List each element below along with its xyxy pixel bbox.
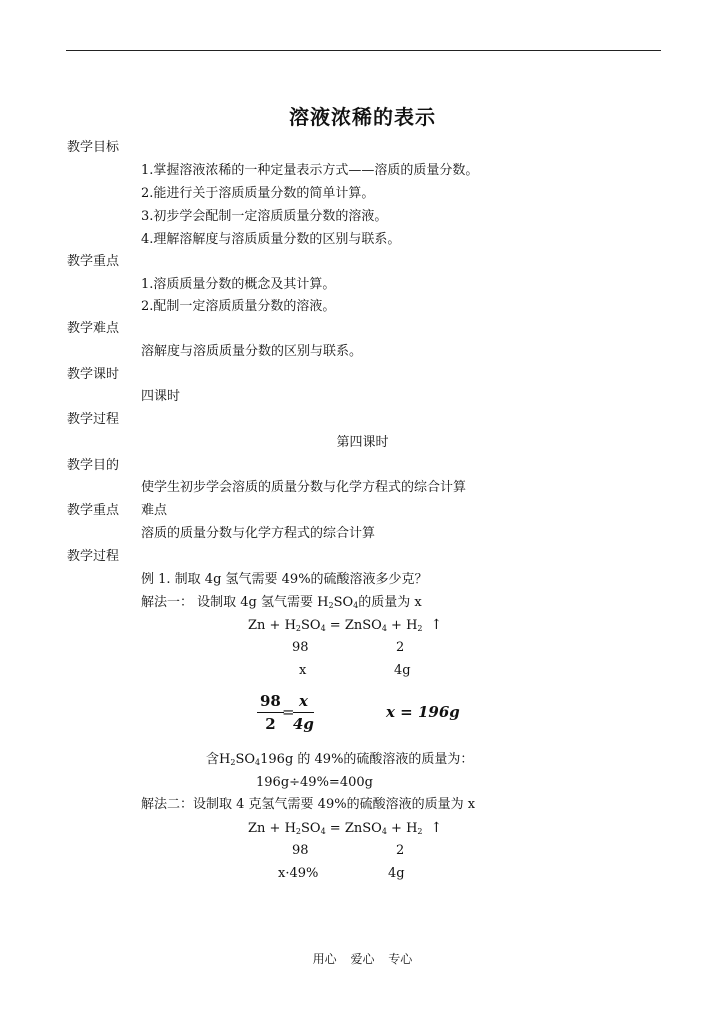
- ratio-row-2a: x: [299, 663, 307, 678]
- key-point-item-2: 2.配制一定溶质质量分数的溶液。: [141, 299, 336, 314]
- eq-sub: 4: [381, 624, 387, 633]
- gas-arrow-icon: ↑: [430, 820, 443, 836]
- ratio-row-3a: 98: [292, 843, 309, 858]
- contains-line: [206, 751, 473, 769]
- key-point-item-1: 1.溶质质量分数的概念及其计算。: [141, 277, 336, 292]
- fraction-denominator: 4g: [293, 715, 314, 733]
- eq-left: Zn + H: [248, 821, 296, 836]
- fraction-denominator: 2: [265, 715, 276, 733]
- key-points-label: 教学重点: [67, 254, 120, 269]
- gas-arrow-icon: ↑: [430, 617, 443, 633]
- periods-text: 四课时: [141, 389, 181, 404]
- objective-item-4: 4.理解溶解度与溶质质量分数的区别与联系。: [141, 232, 401, 247]
- eq-sub: 2: [295, 827, 301, 836]
- page-title: 溶液浓稀的表示: [289, 105, 436, 129]
- eq-part: = ZnSO: [325, 821, 382, 836]
- lesson-title: 第四课时: [336, 435, 389, 450]
- ratio-row-1a: 98: [292, 640, 309, 655]
- objective-item-2: 2.能进行关于溶质质量分数的简单计算。: [141, 186, 375, 201]
- method-one-suffix: 的质量为 x: [358, 595, 422, 610]
- periods-label: 教学课时: [67, 367, 120, 382]
- process-label: 教学过程: [67, 412, 120, 427]
- eq-sub: 2: [417, 624, 423, 633]
- objective-item-3: 3.初步学会配制一定溶质质量分数的溶液。: [141, 209, 388, 224]
- h2so4-formula: $H_2SO_4$: [219, 752, 261, 767]
- eq-part: SO: [301, 821, 321, 836]
- lesson-process-label: 教学过程: [67, 549, 120, 564]
- lesson-key-detail: 溶质的质量分数与化学方程式的综合计算: [141, 526, 376, 541]
- method-two-line: 解法二：设制取 4 克氢气需要 49%的硫酸溶液的质量为 x: [141, 797, 476, 812]
- eq-sub: 4: [320, 827, 326, 836]
- eq-sub: 2: [295, 624, 301, 633]
- method-one-line: [141, 594, 422, 612]
- eq-part: + H: [386, 618, 418, 633]
- reaction-equation-2: [248, 819, 442, 838]
- lesson-objective-label: 教学目的: [67, 458, 120, 473]
- objectives-label: 教学目标: [67, 140, 120, 155]
- page-footer: 用心 爱心 专心: [312, 952, 413, 966]
- result-equation: x = 196g: [386, 703, 460, 721]
- difficulties-text: 溶解度与溶质质量分数的区别与联系。: [141, 344, 363, 359]
- lesson-key-label: 教学重点: [67, 503, 120, 518]
- fraction-98-2: [257, 692, 284, 733]
- ratio-row-4b: 4g: [388, 866, 405, 881]
- eq-part: SO: [301, 618, 321, 633]
- lesson-objective-text: 使学生初步学会溶质的质量分数与化学方程式的综合计算: [141, 480, 467, 495]
- difficulties-label: 教学难点: [67, 321, 120, 336]
- ratio-row-2b: 4g: [394, 663, 411, 678]
- lesson-key-text: 难点: [141, 503, 168, 518]
- eq-left: Zn + H: [248, 618, 296, 633]
- ratio-row-3b: 2: [396, 843, 405, 858]
- eq-part: = ZnSO: [325, 618, 382, 633]
- objective-item-1: 1.掌握溶液浓稀的一种定量表示方式——溶质的质量分数。: [141, 163, 479, 178]
- ratio-row-4a: x·49%: [278, 866, 319, 881]
- eq-sub: 4: [381, 827, 387, 836]
- reaction-equation-1: [248, 616, 442, 635]
- contains-prefix: 含: [206, 752, 220, 767]
- eq-part: + H: [386, 821, 418, 836]
- fraction-x-4g: [293, 692, 314, 733]
- fraction-numerator: 98: [257, 692, 284, 713]
- eq-sub: 4: [320, 624, 326, 633]
- example-question: 例 1. 制取 4g 氢气需要 49%的硫酸溶液多少克？: [141, 572, 428, 587]
- method-one-prefix: 解法一： 设制取 4g 氢气需要: [141, 595, 318, 610]
- calculation-line: 196g÷49%=400g: [256, 775, 373, 790]
- header-rule: [66, 50, 661, 51]
- eq-sub: 2: [417, 827, 423, 836]
- fraction-numerator: x: [293, 692, 314, 713]
- ratio-row-1b: 2: [396, 640, 405, 655]
- contains-suffix: 196g 的 49%的硫酸溶液的质量为：: [260, 752, 474, 767]
- h2so4-formula: $H_2SO_4$: [317, 595, 359, 610]
- fraction-equals: =: [282, 703, 295, 721]
